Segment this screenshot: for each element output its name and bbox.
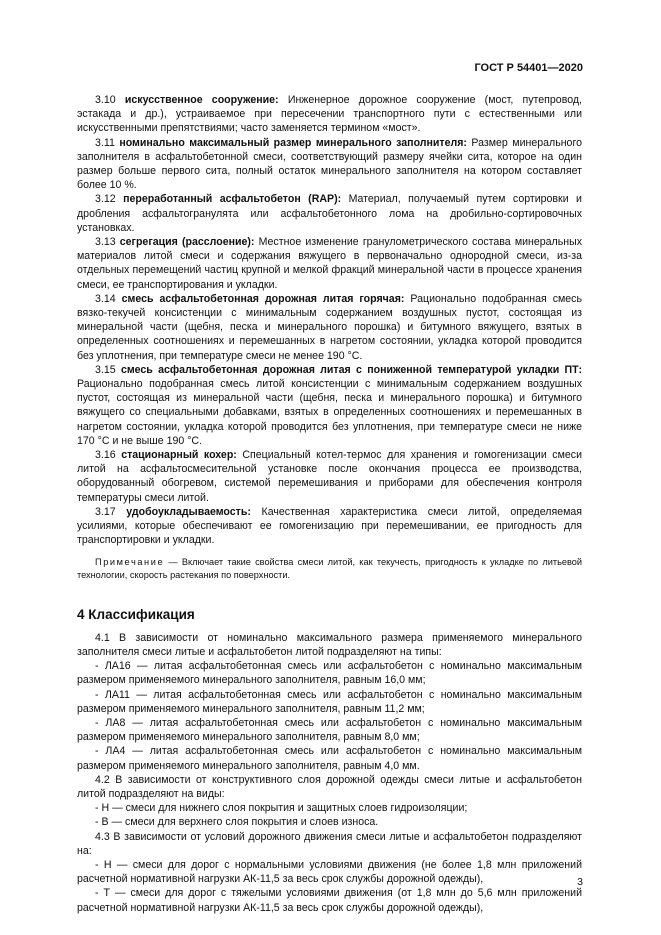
term-3-16: 3.16 стационарный кохер: Специальный котел-термос для хранения и гомогенизации смеси литой на асфальтосмесительной установке после окончания процесса ее производства, оборудованный обогревом, системой перемешивания и приборами для обеспечения контроля температуры смеси литой. — [77, 449, 582, 504]
term-3-14: 3.14 смесь асфальтобетонная дорожная литая горячая: Рационально подобранная смесь вязко-текучей консистенции с минимальным содержанием воздушных пустот, состоящая из минеральной части (щебня, песка и минерального порошка) и битумного вяжущего, взятых в определенных соотношениях и перемешанных в нагретом состоянии, укладка которой проводится без уплотнения, при температуре смеси не менее 190 °С. — [77, 292, 582, 362]
list-item: - Т — смеси для дорог с тяжелыми условиями движения (от 1,8 млн до 5,6 млн приложений расчетной нормативной нагрузки АК-11,5 за весь срок службы дорожной одежды), — [77, 887, 582, 914]
page-number: 3 — [577, 876, 583, 888]
list-item: - ЛА11 — литая асфальтобетонная смесь или асфальтобетон с номинально максимальным размером применяемого минерального заполнителя, равным 11,2 мм; — [77, 688, 582, 715]
list-item: - ЛА16 — литая асфальтобетонная смесь или асфальтобетон с номинально максимальным размером применяемого минерального заполнителя, равным 16,0 мм; — [77, 660, 582, 687]
term-3-15: 3.15 смесь асфальтобетонная дорожная литая с пониженной температурой укладки ПТ: Рационально подобранная смесь литой консистенции с минимальным содержанием воздушных пустот, состоящая из минеральной части (щебня, песка и минерального порошка) и битумного вяжущего со специальными добавками, взятых в определенных соотношениях и перемешанных в нагретом состоянии, укладка которой проводится без уплотнения, при температуре смеси не ниже 170 °С и не выше 190 °С. — [77, 363, 582, 447]
term-3-12: 3.12 переработанный асфальтобетон (RAP): Материал, получаемый путем сортировки и дробления асфальтогранулята или асфальтобетонного лома на дробильно-сортировочных установках. — [77, 193, 582, 234]
term-3-10: 3.10 искусственное сооружение: Инженерное дорожное сооружение (мост, путепровод, эстакада и др.), устраиваемое при пересечении транспортного пути с естественными или искусственными препятствиями; часто заменяется термином «мост». — [77, 94, 582, 135]
clause-4-1: 4.1 В зависимости от номинально максимального размера применяемого минерального заполнителя смеси литые и асфальтобетон литой подразделяют на типы: — [77, 631, 582, 658]
term-3-11: 3.11 номинально максимальный размер минерального заполнителя: Размер минерального заполнителя в асфальтобетонной смеси, соответствующий размеру ячейки сита, которое на один размер больше первого сита, полный остаток минерального заполнителя на котором составляет более 10 %. — [77, 136, 582, 192]
list-item: - Н — смеси для дорог с нормальными условиями движения (не более 1,8 млн приложений расчетной нормативной нагрузки АК-11,5 за весь срок службы дорожной одежды), — [77, 858, 582, 886]
clause-4-2: 4.2 В зависимости от конструктивного слоя дорожной одежды смеси литые и асфальтобетон литой подразделяют на виды: — [77, 773, 582, 800]
note-label: Примечание — [95, 556, 165, 567]
document-id: ГОСТ Р 54401—2020 — [474, 62, 583, 74]
list-item: - В — смеси для верхнего слоя покрытия и слоев износа. — [95, 816, 379, 829]
note-text: — Включает такие свойства смеси литой, как текучесть, пригодность к укладке по литьевой технологии, скорость растекания по поверхности. — [77, 556, 583, 580]
term-3-13: 3.13 сегрегация (расслоение): Местное изменение гранулометрического состава минеральных материалов литой смеси и содержания вяжущего в первоначально однородной смеси, из-за отдельных перемещений частиц крупной и мелкой фракций минеральной части в процессе хранения смеси, ее транспортирования и укладки. — [77, 236, 583, 291]
list-item: - ЛА8 — литая асфальтобетонная смесь или асфальтобетон с номинально максимальным размером применяемого минерального заполнителя, равным 8,0 мм; — [77, 716, 582, 744]
page-content — [77, 93, 582, 915]
section-heading: 4 Классификация — [77, 606, 195, 622]
list-item: - ЛА4 — литая асфальтобетонная смесь или асфальтобетон с номинально максимальным размером применяемого минерального заполнителя, равным 4,0 мм. — [77, 745, 582, 772]
clause-4-3: 4.3 В зависимости от условий дорожного движения смеси литые и асфальтобетон подразделяют на: — [77, 830, 582, 857]
note — [77, 556, 582, 582]
list-item: - Н — смеси для нижнего слоя покрытия и защитных слоев гидроизоляции; — [95, 802, 468, 815]
term-3-17: 3.17 удобоукладываемость: Качественная характеристика смеси литой, определяемая усилиями, которые обеспечивают ее гомогенизацию при перемешивании, ее пригодность для транспортировки и укладки. — [77, 505, 582, 547]
